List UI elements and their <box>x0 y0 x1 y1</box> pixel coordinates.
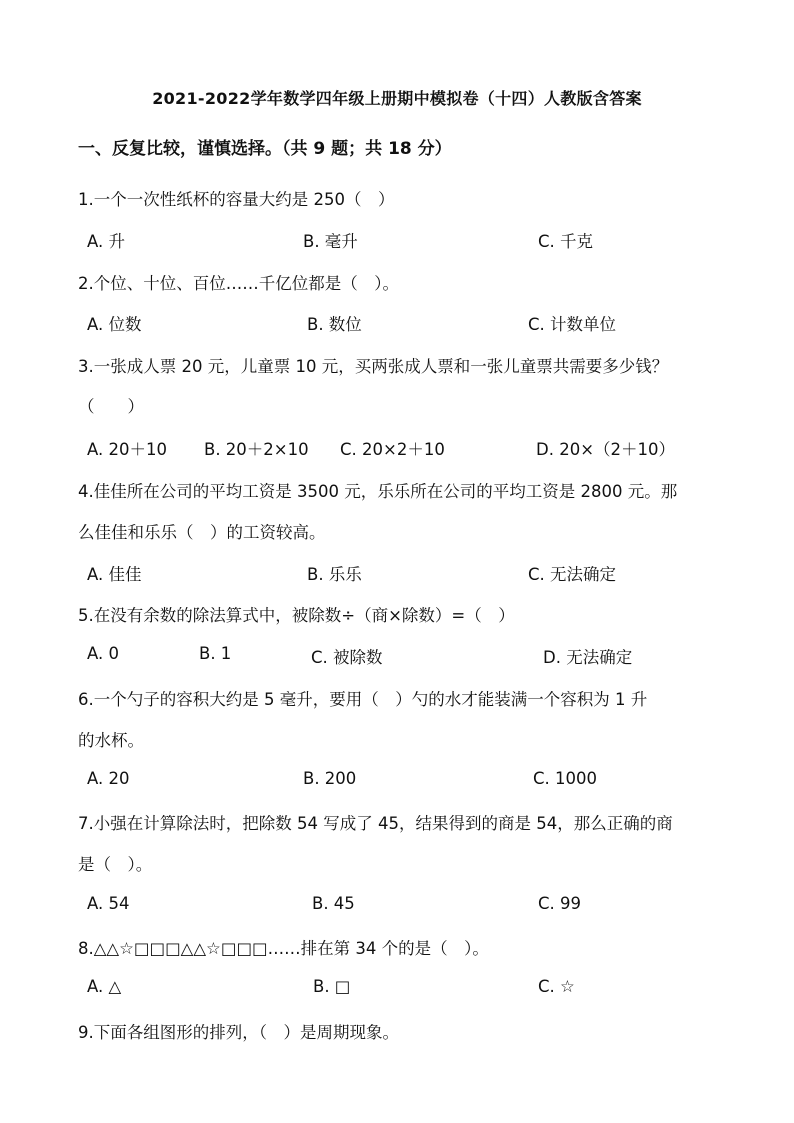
question-6-text: 6.一个勺子的容积大约是 5 毫升，要用（ ）勺的水才能装满一个容积为 1 升 <box>78 690 648 709</box>
question-3-option-c: C. 20×2＋10 <box>340 440 445 459</box>
question-1-option-a: A. 升 <box>87 232 125 251</box>
question-3-option-a: A. 20＋10 <box>87 440 167 459</box>
question-4-text: 4.佳佳所在公司的平均工资是 3500 元，乐乐所在公司的平均工资是 2800 元。那 <box>78 482 678 501</box>
question-8-option-c: C. ☆ <box>538 977 575 996</box>
section-heading: 一、反复比较，谨慎选择。（共 9 题；共 18 分） <box>78 139 452 159</box>
question-4-option-b: B. 乐乐 <box>307 565 362 584</box>
question-7-text: 7.小强在计算除法时，把除数 54 写成了 45，结果得到的商是 54，那么正确的商 <box>78 814 673 833</box>
question-7-option-a: A. 54 <box>87 894 130 913</box>
question-4-option-a: A. 佳佳 <box>87 565 142 584</box>
question-2-option-a: A. 位数 <box>87 315 142 334</box>
question-3-text-line2: （ ） <box>78 397 144 416</box>
question-4-text-line2: 么佳佳和乐乐（ ）的工资较高。 <box>78 523 326 542</box>
question-3-option-b: B. 20＋2×10 <box>204 440 309 459</box>
page-title: 2021-2022学年数学四年级上册期中模拟卷（十四）人教版含答案 <box>152 89 642 108</box>
question-5-option-d: D. 无法确定 <box>543 648 633 667</box>
question-7-text-line2: 是（ ）。 <box>78 855 153 874</box>
question-1-text: 1.一个一次性纸杯的容量大约是 250（ ） <box>78 190 395 209</box>
question-1-option-c: C. 千克 <box>538 232 594 251</box>
question-7-option-b: B. 45 <box>312 894 355 913</box>
question-9-text: 9.下面各组图形的排列，（ ）是周期现象。 <box>78 1023 399 1042</box>
question-6-option-a: A. 20 <box>87 769 130 788</box>
question-6-option-b: B. 200 <box>303 769 357 788</box>
question-4-option-c: C. 无法确定 <box>528 565 617 584</box>
question-2-option-b: B. 数位 <box>307 315 362 334</box>
question-5-option-a: A. 0 <box>87 644 119 663</box>
question-6-text-line2: 的水杯。 <box>78 731 144 750</box>
question-7-option-c: C. 99 <box>538 894 582 913</box>
question-1-option-b: B. 毫升 <box>303 232 358 251</box>
question-5-text: 5.在没有余数的除法算式中，被除数÷（商×除数）=（ ） <box>78 606 515 625</box>
question-3-option-d: D. 20×（2＋10） <box>536 440 676 459</box>
question-8-option-a: A. △ <box>87 977 122 996</box>
question-5-option-c: C. 被除数 <box>311 648 383 667</box>
question-8-option-b: B. □ <box>313 977 351 996</box>
question-2-option-c: C. 计数单位 <box>528 315 617 334</box>
question-8-text: 8.△△☆□□□△△☆□□□……排在第 34 个的是（ ）。 <box>78 939 489 958</box>
question-3-text: 3.一张成人票 20 元，儿童票 10 元，买两张成人票和一张儿童票共需要多少钱？ <box>78 357 669 376</box>
question-2-text: 2.个位、十位、百位……千亿位都是（ ）。 <box>78 274 399 293</box>
question-6-option-c: C. 1000 <box>533 769 598 788</box>
question-5-option-b: B. 1 <box>199 644 232 663</box>
